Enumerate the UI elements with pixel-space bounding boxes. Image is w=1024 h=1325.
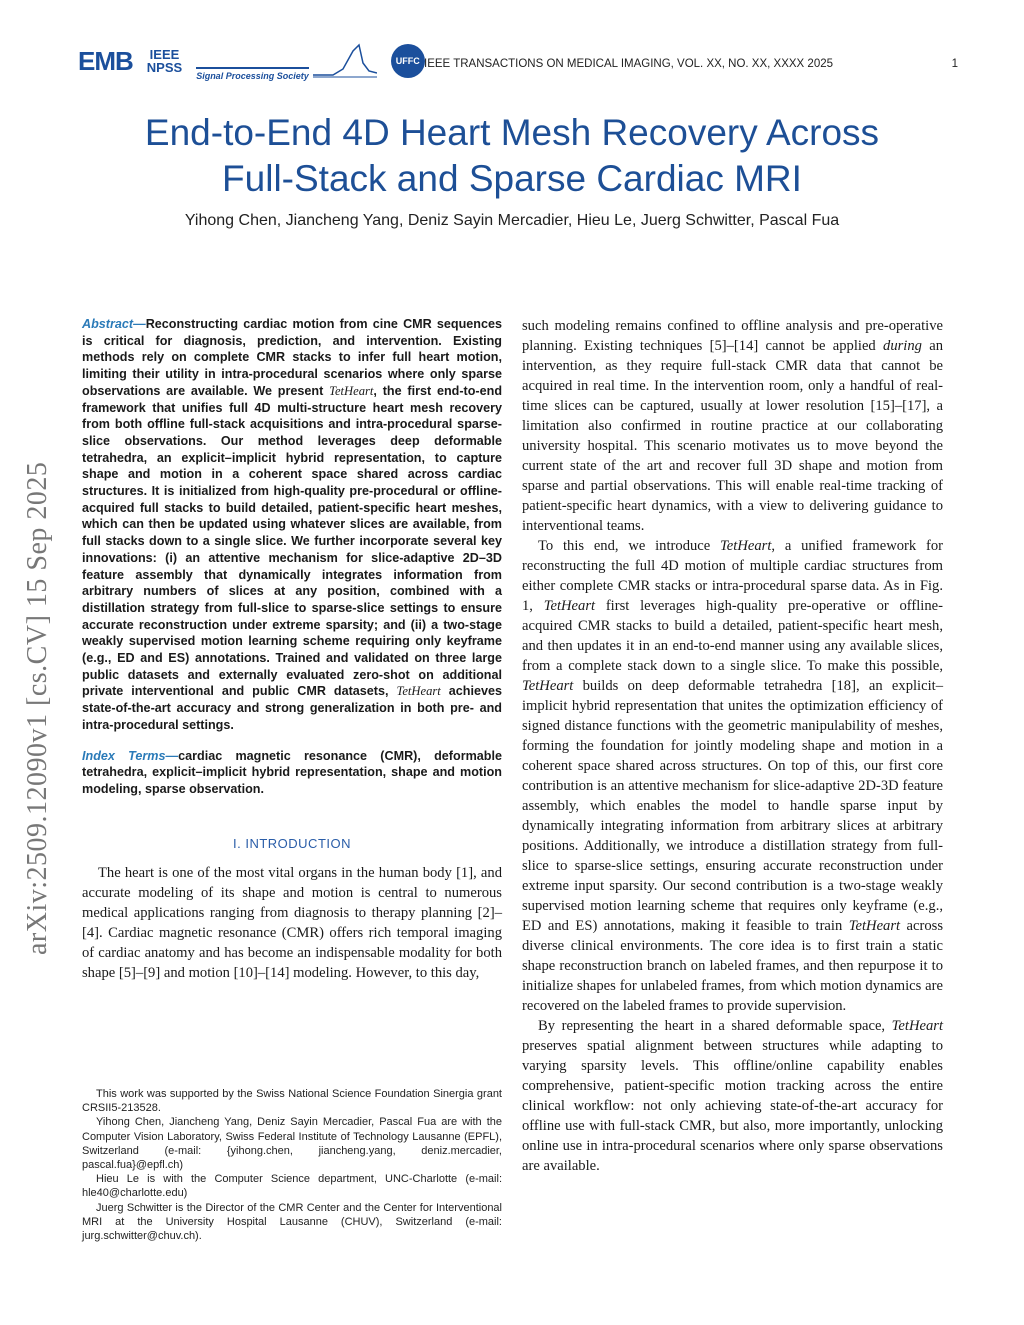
left-column [82, 316, 502, 983]
paper-title [0, 110, 1024, 202]
right-column [522, 316, 943, 1176]
p3-text-b: preserves spatial alignment between structures while adapting to varying sparsity levels. This offline/online capability enables comprehensive, patient-specific motion tracking across the entire clinical workflow: not only achieving state-of-the-art accuracy for offline use with full-stack CMR, but also, more importantly, unlocking online use in intra-procedural scenarios where only sparse observations are available. [522, 1038, 943, 1174]
intro-paragraph-1: The heart is one of the most vital organs in the human body [1], and accurate modeling of its shape and motion is central to numerous medical applications ranging from diagnosis to therapy planning [2]–[4]. Cardiac magnetic resonance (CMR) offers rich temporal imaging of cardiac anatomy and has become an indispensable modality for both shape [5]–[9] and motion [10]–[14] modeling. However, to this day, [82, 864, 502, 981]
p2-method-name-3: TetHeart [522, 678, 574, 694]
journal-header: IEEE TRANSACTIONS ON MEDICAL IMAGING, VOL. XX, NO. XX, XXXX 2025 [424, 58, 834, 70]
footnote-affiliation-chuv: Juerg Schwitter is the Director of the CMR Center and the Center for Interventional MRI at the University Hospital Lausanne (CHUV), Switzerland (e-mail: jurg.schwitter@chuv.ch). [82, 1201, 502, 1243]
ieee-npss-logo [147, 48, 182, 74]
footnote-affiliation-unc: Hieu Le is with the Computer Science department, UNC-Charlotte (e-mail: hle40@charlotte.edu) [82, 1173, 502, 1200]
abstract [82, 316, 502, 734]
ieee-logo-text: IEEE [149, 47, 180, 62]
index-terms-text: cardiac magnetic resonance (CMR), deformable tetrahedra, explicit–implicit hybrid representation, shape and motion modeling, sparse observation. [82, 748, 502, 796]
abstract-text-1: Reconstructing cardiac motion from cine CMR sequences is critical for diagnosis, prediction, and intervention. Existing methods rely on complete CMR stacks to infer full heart motion, limiting their utility in intra-procedural scenarios where only sparse observations are available. We present [82, 317, 502, 398]
intro-paragraph-2 [522, 536, 943, 1016]
p2-text-c: first leverages high-quality pre-operative or offline-acquired CMR stacks to build a detailed, patient-specific heart mesh, and then updates it in an end-to-end manner using any available slices, from a complete stack down to a single slice. To make this possible, [522, 598, 943, 674]
page-number: 1 [951, 58, 958, 70]
p2-text-d: builds on deep deformable tetrahedra [18], an explicit–implicit hybrid representation that unites the optimization efficiency of signed distance functions with the geometric manipulability of meshes, forming the foundation for jointly modeling shape and motion in a coherent space shared across structures. On top of this, our first core contribution is an attentive mechanism for slice-adaptive 2D-3D feature assembly, which enables the model to handle sparse input by dynamically integrating information from arbitrary slices at arbitrary positions. Additionally, we introduce a distillation strategy from full-slice to sparse-slice settings, ensuring accurate reconstruction under extreme input sparsity. Our second contribution is a two-stage weakly supervised motion learning scheme that requires only keyframe (e.g., ED and ES) annotations, making it feasible to train [522, 678, 943, 934]
p3-text-a: By representing the heart in a shared deformable space, [538, 1018, 892, 1034]
footnote-affiliation-epfl: Yihong Chen, Jiancheng Yang, Deniz Sayin Mercadier, Pascal Fua are with the Computer Vision Laboratory, Swiss Federal Institute of Technology Lausanne (EPFL), Switzerland (e-mail: {yihong.chen, jiancheng.yang, deniz.mercadier, pascal.fua}@epfl.ch) [82, 1116, 502, 1172]
npss-logo-text: NPSS [146, 60, 183, 75]
p1-emphasis: during [883, 338, 922, 354]
p2-method-name-1: TetHeart [720, 538, 772, 554]
title-line-2: Full-Stack and Sparse Cardiac MRI [222, 158, 802, 199]
p2-text-e: across diverse clinical environments. The core idea is to first train a static shape reconstruction branch on labeled frames, and then repurpose it to initialize shapes for unlabeled frames, from which motion dynamics are recovered on the labeled frames to provide supervision. [522, 918, 943, 1014]
footnotes [82, 1087, 502, 1243]
abstract-method-name-2: TetHeart [396, 684, 441, 699]
footnote-funding: This work was supported by the Swiss National Science Foundation Sinergia grant CRSII5-213528. [82, 1088, 502, 1115]
abstract-text-3: achieves state-of-the-art accuracy and strong generalization in both pre- and intra-procedural settings. [82, 684, 502, 732]
title-line-1: End-to-End 4D Heart Mesh Recovery Across [144, 112, 880, 153]
p3-method-name: TetHeart [891, 1018, 943, 1034]
intro-paragraph-3 [522, 1016, 943, 1176]
sps-logo-text: Signal Processing Society [196, 67, 309, 81]
page-header [78, 38, 958, 84]
p2-text-b: , a unified framework for reconstructing the full 4D motion of multiple cardiac structures from either complete CMR stacks or intra-procedural sparse data. As in Fig. 1, [522, 538, 944, 614]
p2-method-name-2: TetHeart [543, 598, 596, 614]
arxiv-stamp: arXiv:2509.12090v1 [cs.CV] 15 Sep 2025 [22, 461, 53, 955]
index-terms-label: Index Terms— [82, 748, 179, 763]
p2-text-a: To this end, we introduce [538, 538, 721, 554]
intro-paragraph-1-continued [522, 316, 943, 536]
sps-logo [196, 41, 377, 81]
author-list: Yihong Chen, Jiancheng Yang, Deniz Sayin Mercadier, Hieu Le, Juerg Schwitter, Pascal Fua [184, 212, 840, 229]
p1-text-b: an intervention, as they require full-stack CMR data that cannot be acquired in real time. In the intervention room, only a handful of real-time slices can be captured, usually at lower resolution [15]–[17], a limitation also confirmed in routine practice at our collaborating university hospital. This scenario motivates us to move beyond the current state of the art and recover full 3D shape and motion from sparse and partial observations. This will enable real-time tracking of patient-specific heart dynamics, with a view to delivering guidance to interventional teams. [522, 338, 943, 534]
section-heading-introduction: I. INTRODUCTION [233, 835, 351, 851]
abstract-label: Abstract— [82, 317, 146, 331]
abstract-text-2: , the first end-to-end framework that unifies full 4D multi-structure heart mesh recovery from both offline full-stack acquisitions and intra-procedural sparse-slice observations. Our method leverages deep deformable tetrahedra, an explicit–implicit hybrid representation, to capture shape and motion in a coherent space shared across cardiac structures. It is initialized from high-quality pre-procedural or offline-acquired full stacks to build detailed, patient-specific heart meshes, which can then be updated using whatever slices are available, from full stacks down to a single slice. We further incorporate several key innovations: (i) an attentive mechanism for slice-adaptive 2D–3D feature assembly that dynamically integrates information from arbitrary numbers of slices at any position, combined with a distillation strategy from full-slice to sparse-slice settings to ensure accurate reconstruction under extreme sparsity; and (ii) a two-stage weakly supervised motion learning scheme requiring only keyframe (e.g., ED and ES) annotations. Trained and validated on three large public datasets and externally evaluated zero-shot on additional private interventional and public CMR datasets, [82, 383, 503, 699]
p2-method-name-4: TetHeart [848, 918, 901, 934]
sps-waveform-icon [313, 41, 377, 81]
p1-text-a: such modeling remains confined to offline analysis and pre-operative planning. Existing techniques [5]–[14] cannot be applied [522, 318, 943, 354]
uffc-logo: UFFC [391, 44, 425, 78]
emb-logo: EMB [78, 45, 133, 76]
society-logos [78, 38, 425, 84]
abstract-method-name-1: TetHeart [329, 383, 374, 398]
index-terms [82, 748, 502, 798]
